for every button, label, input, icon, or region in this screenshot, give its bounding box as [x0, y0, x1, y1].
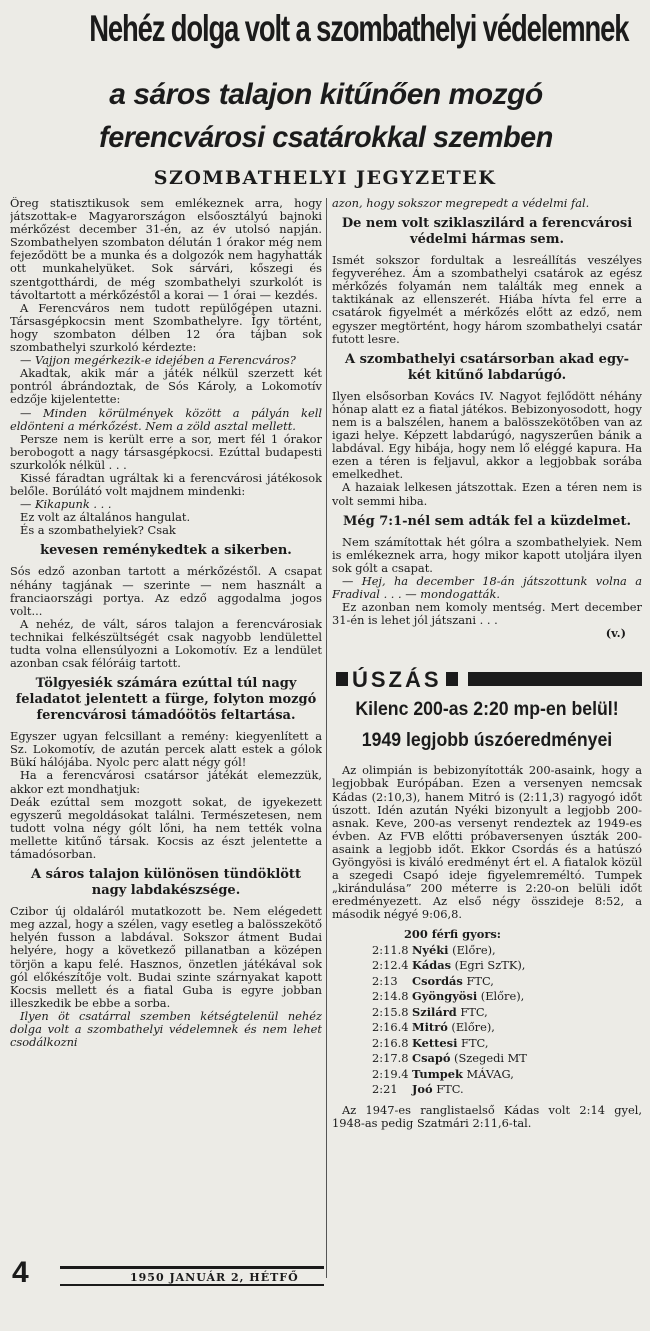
result-club: (Szegedi MT — [454, 1051, 527, 1066]
result-name: Csapó — [412, 1051, 451, 1066]
result-row — [372, 1005, 642, 1021]
result-row — [372, 974, 642, 990]
paragraph: Ilyen öt csatárral szemben kétségtelenül nehéz dolga volt a szombathelyi védelemnek és nem lehet csodálkozni — [10, 1008, 322, 1050]
quote: — Hej, ha december 18-án játszottunk volna a Fradival . . . — mondogatták. — [332, 573, 642, 601]
paragraph: Ilyen elsősorban Kovács IV. Nagyot fejlődött néhány hónap alatt ez a fiatal játékos. Bebizonyosodott, hogy nem is a balszélen, hanem a balösszekötőben van az igazi helye. Képzett labdarúgó, nagyszerűen bánik a labdával. Egy hibája, hogy nem lő eléggé kapura. Ha ezen a téren is feljavul, akkor a legjobbak sorába emelkedhet. — [332, 388, 642, 482]
section-title: SZOMBATHELYI JEGYZETEK — [153, 167, 497, 189]
section-rule — [468, 672, 642, 686]
paragraph: Sós edző azonban tartott a mérkőzéstől. A csapat néhány tagjának — szerinte — nem használt a franciaországi portya. Az edző aggodalma jogos volt... — [10, 564, 322, 618]
quote: — Kikapunk . . . — [20, 497, 112, 512]
swimming-headline-line-2: 1949 legjobb úszóeredményei — [361, 730, 613, 752]
result-name: Kettesi — [412, 1035, 458, 1050]
result-row — [372, 958, 642, 974]
result-name: Kádas — [412, 958, 452, 973]
subheading: Tölgyesiék számára ezúttal túl nagy feladatot jelentett a fürge, folyton mozgó ferencvárosi támadóötös feltartása. — [15, 676, 317, 724]
result-club: FTC, — [461, 1035, 489, 1050]
result-name: Mitró — [412, 1020, 448, 1035]
result-name: Csordás — [412, 973, 463, 988]
paragraph: A nehéz, de vált, sáros talajon a ferencvárosiak technikai felkészültségét csak nagyobb lendülettel tudta volna ellensúlyozni a Lokomotív. Ez a lendület azonban csak félóráig tartott. — [10, 616, 322, 671]
result-row — [372, 1082, 642, 1098]
right-column — [332, 197, 642, 1299]
result-time: 2:16.4 — [372, 1020, 409, 1035]
result-time: 2:14.8 — [372, 989, 409, 1004]
result-name: Gyöngyösi — [412, 989, 478, 1004]
subheading: A szombathelyi csatársorban akad egy-két kitűnő labdarúgó. — [345, 351, 629, 383]
paragraph: Ez volt az általános hangulat. — [20, 510, 191, 525]
column-divider — [326, 198, 327, 1278]
result-time: 2:12.4 — [372, 958, 409, 973]
page-number: 4 — [12, 1256, 29, 1289]
left-column — [10, 197, 322, 1279]
result-row — [372, 1020, 642, 1036]
issue-date: 1950 JANUÁR 2, HÉTFŐ — [130, 1271, 299, 1284]
result-time: 2:19.4 — [372, 1066, 409, 1081]
paragraph: Ha a ferencvárosi csatársor játékát elemezzük, akkor ezt mondhatjuk: — [10, 768, 322, 796]
result-club: (Előre), — [480, 989, 525, 1004]
headline-line-1: Nehéz dolga volt a szombathelyi védelemnek — [89, 8, 629, 49]
swimming-section-bar — [332, 668, 642, 690]
result-time: 2:11.8 — [372, 942, 409, 957]
paragraph: Persze nem is került erre a sor, mert fél 1 órakor berobogott a nagy társasgépkocsi. Ezúttal budapesti szurkolók nélkül . . . — [10, 431, 322, 472]
paragraph: Nem számítottak hét gólra a szombathelyiek. Nem is emlékeznek arra, hogy mikor kapott utoljára ilyen sok gólt a csapat. — [332, 534, 642, 575]
paragraph: Czibor új oldaláról mutatkozott be. Nem elégedett meg azzal, hogy a szélen, vagy esetleg a balösszekötő helyén fusson a labdával. Sokszor átment Budai helyére, hogy a következő pillanatban a középen törjön a kapu felé. Hasznos, önzetlen játékával sok gól előkészítője volt. Budai szinte szárnyakat kapott Kocsis mellett és a fiatal Guba is egyre jobban illeszkedik be ebbe a sorba. — [10, 904, 322, 1010]
paragraph: Deák ezúttal sem mozgott sokat, de igyekezett egyszerű megoldásokat találni. Természetesen, nem tudott volna négy gólt lőni, ha nem tették volna mellette kitűnő társak. Kocsis az észt jelentette a támadósorban. — [10, 794, 322, 862]
result-club: FTC, — [460, 1004, 488, 1019]
paragraph: azon, hogy sokszor megrepedt a védelmi fal. — [332, 197, 590, 210]
result-row — [372, 1036, 642, 1052]
paragraph: Az 1947-es ranglistaelső Kádas volt 2:14 gyel, 1948-as pedig Szatmári 2:11,6-tal. — [332, 1102, 642, 1131]
result-club: FTC. — [436, 1082, 464, 1097]
swimming-section-title: ÚSZÁS — [352, 666, 442, 692]
subheading: A sáros talajon különösen tündöklött nagy labdakészsége. — [31, 867, 301, 899]
section-block-icon — [446, 672, 458, 686]
quote: — Minden körülmények között a pályán kell eldönteni a mérkőzést. Nem a zöld asztal mellett. — [10, 405, 322, 433]
subheading: Még 7:1-nél sem adták fel a küzdelmet. — [342, 513, 632, 529]
paragraph: Ez azonban nem komoly mentség. Mert december 31-én is lehet jól játszani . . . — [332, 600, 642, 628]
footer-rule — [60, 1284, 324, 1286]
result-name: Nyéki — [412, 942, 449, 957]
swimming-headline — [343, 694, 631, 756]
paragraph: Akadtak, akik már a játék nélkül szerzett két pontról ábrándoztak, de Sós Károly, a Lokomotív edzője kijelentette: — [10, 366, 322, 407]
subheading: De nem volt sziklaszilárd a ferencvárosi védelmi hármas sem. — [341, 216, 633, 248]
subheading: kevesen reménykedtek a sikerben. — [40, 543, 292, 559]
paragraph: Ismét sokszor fordultak a lesreállítás veszélyes fegyveréhez. Ám a szombathelyi csatárok az egész mérkőzés folyamán nem találták meg ennek a taktikának az ellenszerét. Hiába hívta fel erre a csatárok figyelmét a mérkőzés előtt az edző, nem egyszer megtörtént, hogy három szombathelyi csatár futott lesre. — [332, 253, 642, 346]
result-row — [372, 943, 642, 959]
result-club: (Előre), — [451, 1020, 495, 1035]
paragraph: Egyszer ugyan felcsillant a remény: kiegyenlített a Sz. Lokomotív, de azután percek alatt estek a gólok Bükí hálójába. Nyolc perc alatt négy gól! — [10, 729, 322, 770]
result-name: Szilárd — [412, 1004, 457, 1019]
result-time: 2:15.8 — [372, 1004, 409, 1019]
paragraph: A hazaiak lelkesen játszottak. Ezen a téren nem is volt semmi hiba. — [332, 480, 642, 508]
author-signature: (v.) — [605, 626, 626, 641]
results-rows — [372, 943, 642, 1098]
paragraph: Kissé fáradtan ugráltak ki a ferencvárosi játékosok belőle. Borúlátó volt majdnem mindenki: — [10, 470, 322, 499]
result-row — [372, 1067, 642, 1083]
result-club: FTC, — [466, 973, 494, 988]
result-time: 2:13 — [372, 973, 398, 988]
result-club: (Egri SzTK), — [454, 958, 526, 973]
paragraph: Az olimpián is bebizonyították 200-asaink, hogy a legjobbak Európában. Ezen a versenyen nemcsak Kádas (2:10,3), hanem Mitró is (2:11,3) ragyogó időt úszott. Idén azután Nyéki bizonyult a legjobb 200-asnak. Keve, 200-as versenyt rendeztek az 1949-es évben. Az FVB előtti próbaversenyen úszták 200-asaink a legjobb időt. Ekkor Csordás és a hatúszó Gyöngyösi is kiváló eredményt ért el. A fiatalok közül a szegedi Csapó ideje figyelemreméltó. Tumpek „kirándulása” 200 méterre is 2:20-on belüli időt eredményezett. Az első négy összideje 8:52, a második négyé 9:06,8. — [332, 763, 642, 922]
paragraph: És a szombathelyiek? Csak — [20, 523, 176, 538]
result-time: 2:16.8 — [372, 1035, 409, 1050]
section-block-icon — [336, 672, 348, 686]
page-footer — [12, 1258, 324, 1288]
result-club: (Előre), — [452, 942, 496, 957]
swimming-headline-line-1: Kilenc 200-as 2:20 mp-en belül! — [355, 699, 619, 721]
headline-line-2: a sáros talajon kitűnően mozgó — [109, 78, 543, 111]
headline-line-3: ferencvárosi csatárokkal szemben — [99, 121, 553, 154]
result-name: Joó — [412, 1082, 433, 1097]
results-list — [372, 927, 642, 1098]
result-club: MÁVAG, — [466, 1066, 514, 1081]
quote: — Vajjon megérkezik-e idejében a Ferencváros? — [20, 353, 296, 368]
paragraph: A Ferencváros nem tudott repülőgépen utazni. Társasgépkocsin ment Szombathelyre. Így történt, hogy szombaton délben 12 óra tájban sok szombathelyi szurkoló kérdezte: — [10, 300, 322, 355]
result-row — [372, 989, 642, 1005]
paragraph: Öreg statisztikusok sem emlékeznek arra, hogy játszottak-e Magyarországon elsőosztályú bajnoki mérkőzést december 31-én, az év utolsó napján. Szombathelyen szombaton délután 1 órakor még nem fejeződött be a munka és a dolgozók nem hagyhatták ott munkahelyüket. Sok sárvári, kőszegi és szentgotthárdi, de még szombathelyi szurkolót is távoltartott a mérkőzéstől a korai — 1 órai — kezdés. — [10, 197, 322, 302]
result-name: Tumpek — [412, 1066, 463, 1081]
results-header: 200 férfi gyors: — [404, 927, 501, 942]
result-row — [372, 1051, 642, 1067]
footer-rule — [60, 1266, 324, 1269]
result-time: 2:17.8 — [372, 1051, 409, 1066]
result-time: 2:21 — [372, 1082, 398, 1097]
